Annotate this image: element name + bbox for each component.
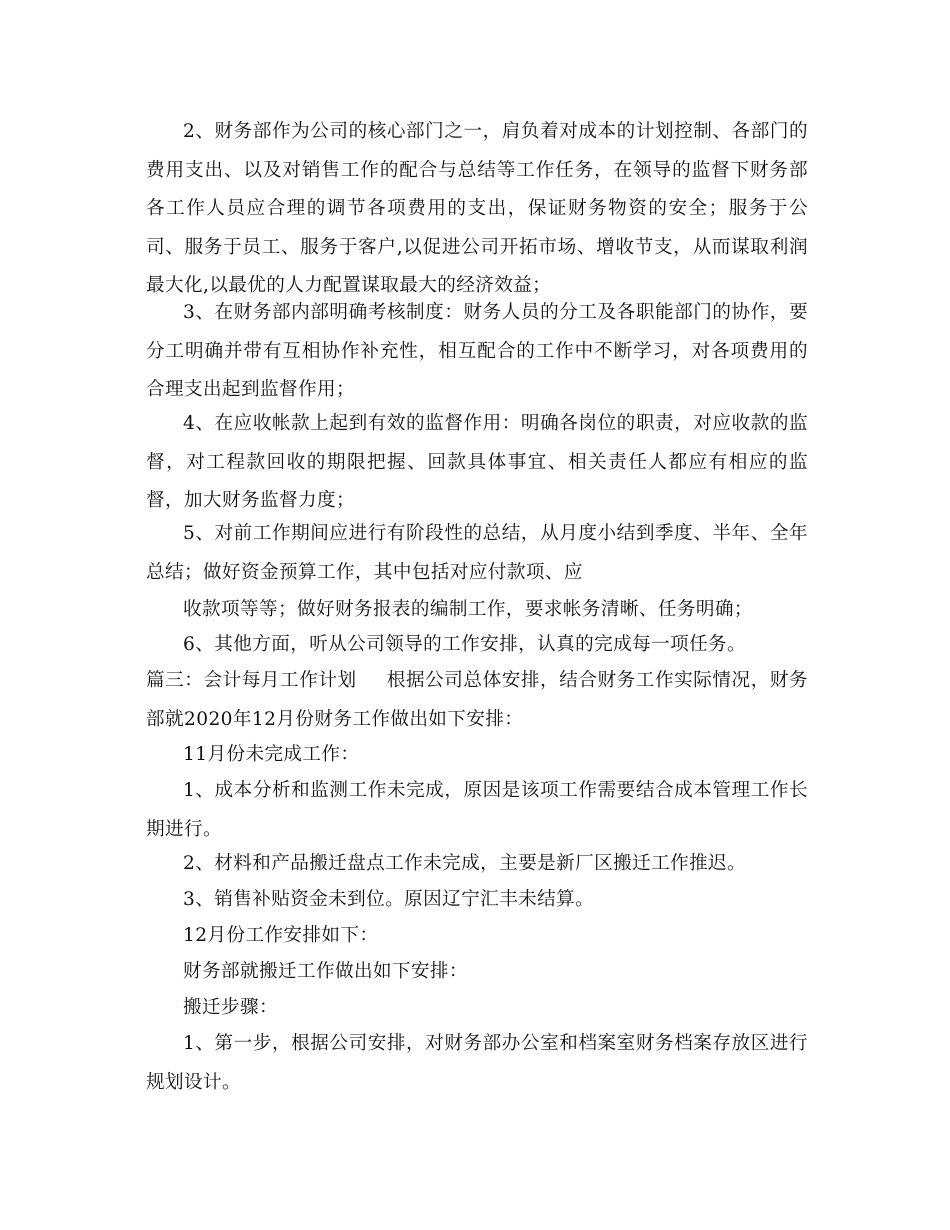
paragraph-3: 3、在财务部内部明确考核制度：财务人员的分工及各职能部门的协作，要分工明确并带有互相协作补充性，相互配合的工作中不断学习，对各项费用的合理支出起到监督作用； [146,302,808,400]
paragraph-2: 2、财务部作为公司的核心部门之一，肩负着对成本的计划控制、各部门的费用支出、以及对销售工作的配合与总结等工作任务，在领导的监督下财务部各工作人员应合理的调节各项费用的支出，保证财务物资的安全；服务于公司、服务于员工、服务于客户,以促进公司开拓市场、增收节支，从而谋取利润最大化,以最优的人力配置谋取最大的经济效益； [146,121,808,296]
section-intro: 根据公司总体安排，结合财务工作实际情况，财务部就2020年12月份财务工作做出如下安排： [146,670,808,730]
paragraph-4: 4、在应收帐款上起到有效的监督作用：明确各岗位的职责，对应收款的监督，对工程款回收的期限把握、回款具体事宜、相关责任人都应有相应的监督，加大财务监督力度； [146,413,808,511]
relocation-intro: 财务部就搬迁工作做出如下安排： [183,961,468,982]
relocation-step-1: 1、第一步，根据公司安排，对财务部办公室和档案室财务档案存放区进行规划设计。 [146,1033,808,1093]
november-item-3: 3、销售补贴资金未到位。原因辽宁汇丰未结算。 [183,889,595,910]
paragraph-5: 5、对前工作期间应进行有阶段性的总结，从月度小结到季度、半年、全年总结；做好资金预算工作，其中包括对应付款项、应 [146,523,808,583]
paragraph-6: 6、其他方面，听从公司领导的工作安排，认真的完成每一项任务。 [183,634,747,655]
november-heading: 11月份未完成工作： [183,744,360,765]
section-heading: 篇三：会计每月工作计划 [146,670,357,691]
relocation-steps-heading: 搬迁步骤： [183,997,278,1018]
paragraph-5-continued: 收款项等等；做好财务报表的编制工作，要求帐务清晰、任务明确； [183,599,753,620]
section-paragraph [146,662,808,739]
december-heading: 12月份工作安排如下： [183,925,379,946]
november-item-1: 1、成本分析和监测工作未完成，原因是该项工作需要结合成本管理工作长期进行。 [146,780,808,840]
november-item-2: 2、材料和产品搬迁盘点工作未完成，主要是新厂区搬迁工作推迟。 [183,853,747,874]
